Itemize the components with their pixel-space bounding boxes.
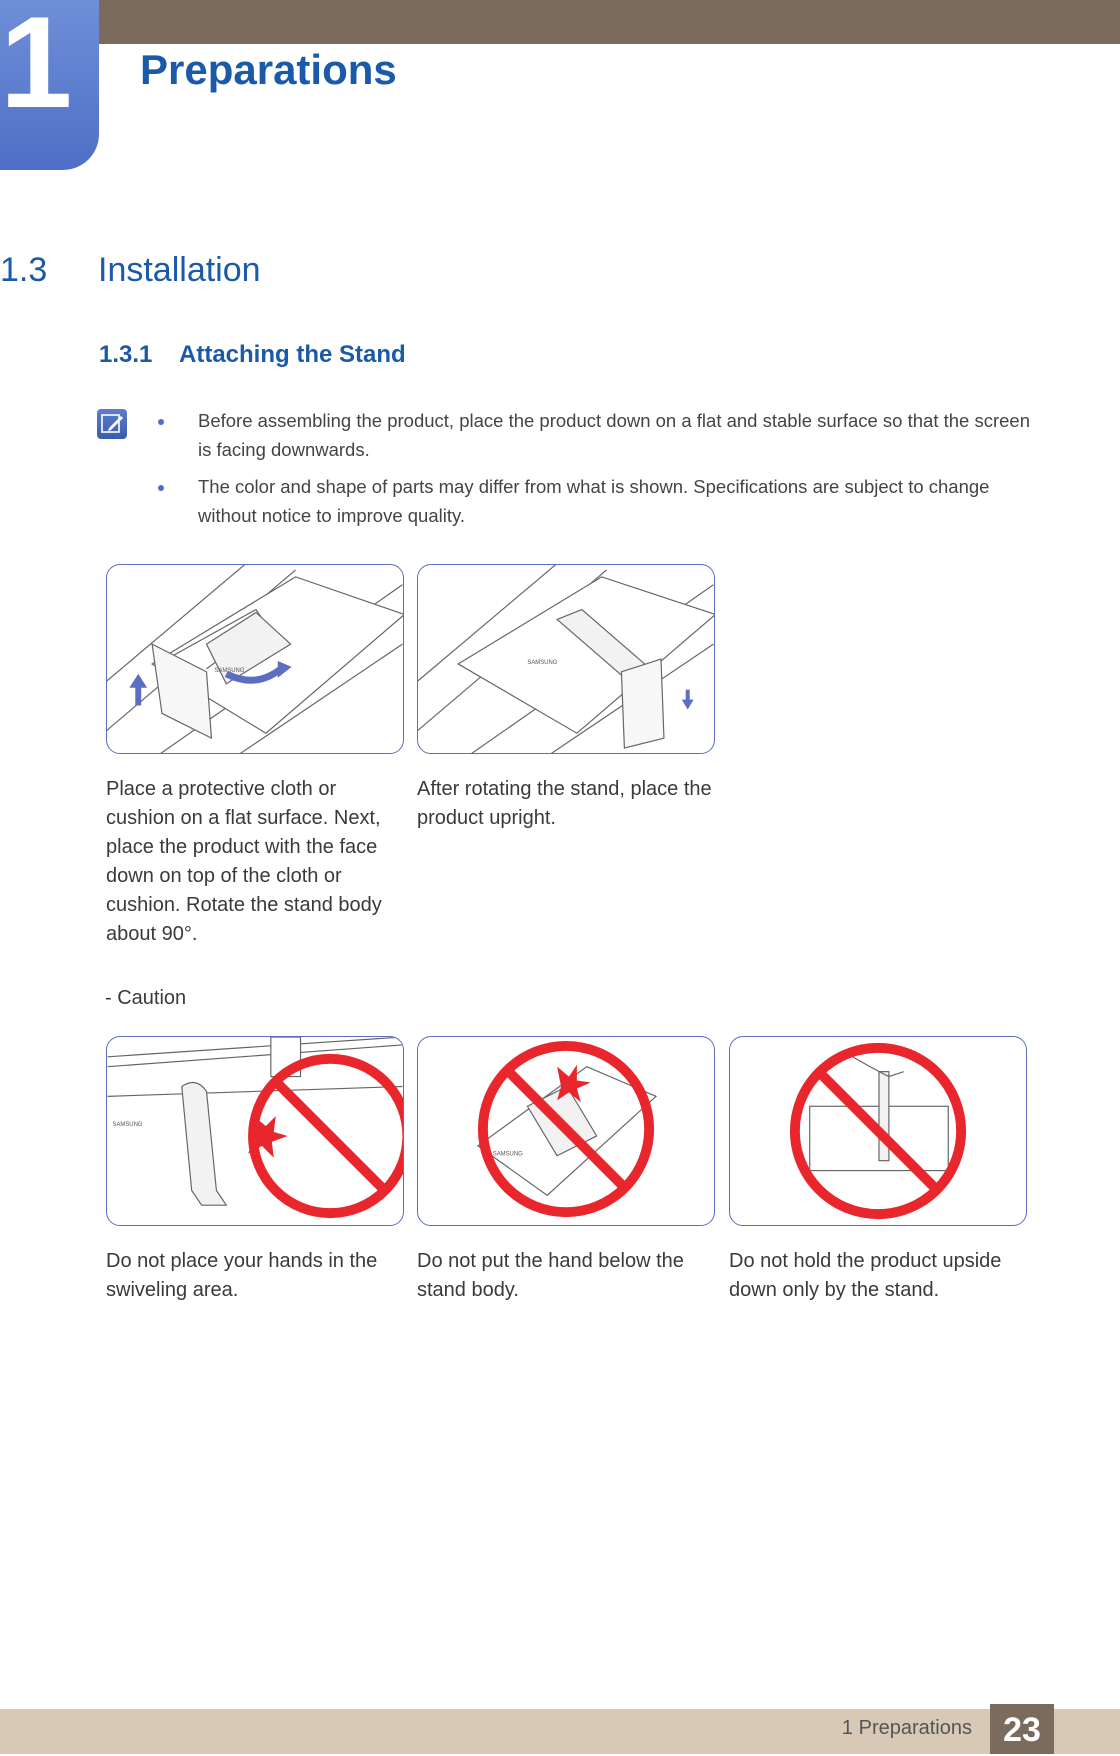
note-item [158,406,1038,464]
caution-caption: Do not hold the product upside down only by the stand. [729,1250,1002,1301]
footer-chapter-label: 1 Preparations [841,1717,972,1739]
samsung-logo-text: SAMSUNG [214,667,245,674]
step-rotate-stand-illustration [106,564,404,754]
note-text: The color and shape of parts may differ from what is shown. Specifications are subject to change without notice to improve quality. [198,476,990,526]
chapter-number: 1 [0,0,73,135]
subsection-heading [99,339,406,371]
step-caption: Place a protective cloth or cushion on a flat surface. Next, place the product with the face down on top of the cloth or cushion. Rotate the stand body about 90°. [106,778,382,945]
caution-hand-below-illustration [417,1036,715,1226]
bullet-icon [158,485,164,491]
top-band [0,0,1120,44]
chapter-title: Preparations [140,46,397,93]
note-text: Before assembling the product, place the product down on a flat and stable surface so that the screen is facing downwards. [198,410,1030,460]
bullet-icon [158,419,164,425]
samsung-logo-text: SAMSUNG [527,659,558,666]
samsung-logo-text: SAMSUNG [492,1151,523,1158]
section-title: Installation [98,251,261,289]
step-upright-illustration [417,564,715,754]
section-number: 1.3 [0,251,48,289]
subsection-title: Attaching the Stand [179,341,406,368]
notes-list [158,406,1038,538]
note-item [158,472,1038,530]
step-caption: After rotating the stand, place the product upright. [417,778,712,829]
caution-swivel-illustration [106,1036,404,1226]
caution-label: - Caution [105,987,187,1009]
section-heading [0,248,261,292]
chapter-tab [0,0,99,170]
caution-caption: Do not put the hand below the stand body. [417,1250,684,1301]
caution-upside-down-illustration [729,1036,1027,1226]
caution-caption: Do not place your hands in the swiveling area. [106,1250,378,1301]
page-number: 23 [990,1704,1054,1754]
samsung-logo-text: SAMSUNG [112,1122,143,1129]
note-pencil-icon [97,409,127,439]
subsection-number: 1.3.1 [99,341,153,368]
